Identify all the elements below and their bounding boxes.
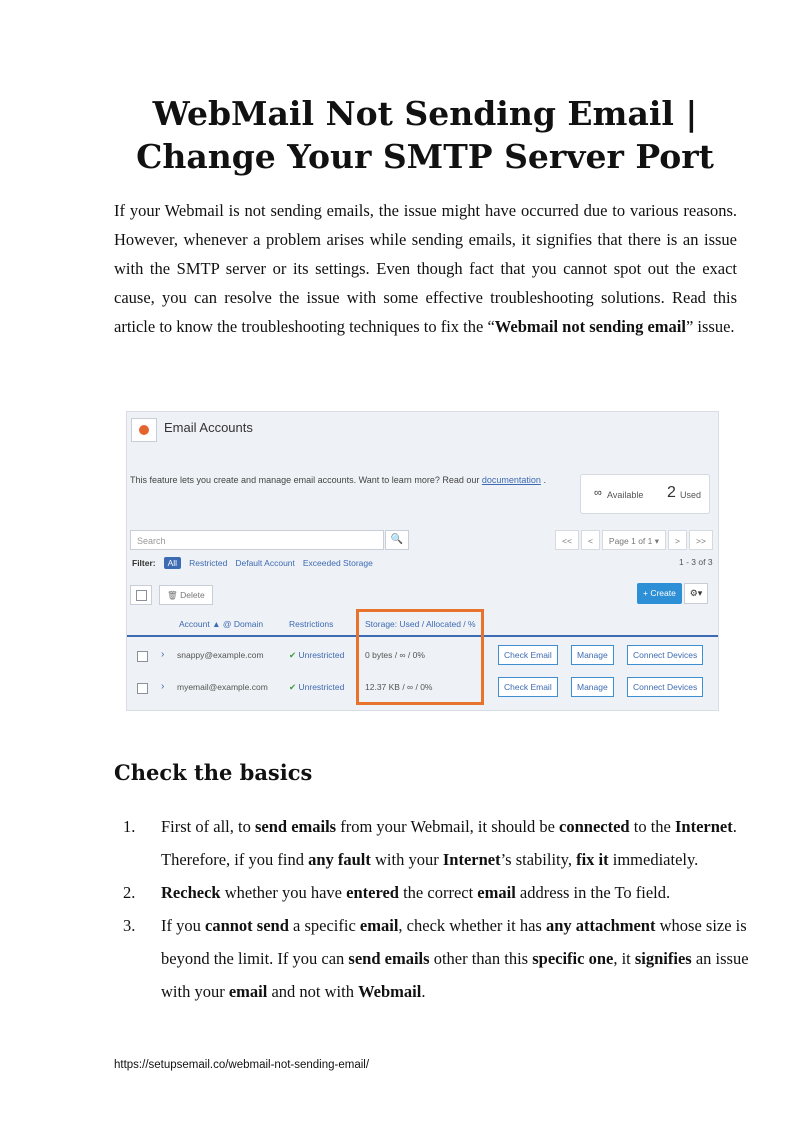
pager-last[interactable]: >> [689, 530, 713, 550]
search-input[interactable]: Search [130, 530, 384, 550]
list-item-text: a specific [288, 916, 360, 935]
gear-icon[interactable]: ⚙▾ [684, 583, 708, 604]
storage-highlight-box [356, 609, 484, 705]
select-all-checkbox[interactable] [130, 585, 152, 605]
list-item-text: Internet [442, 850, 501, 869]
column-account[interactable]: Account ▲ @ Domain [179, 619, 264, 629]
list-item-text: whether you have [220, 883, 347, 902]
list-item-text: an issue with your [161, 949, 749, 1001]
list-item-text: cannot send [205, 916, 289, 935]
list-item-text: whose size is beyond the limit. If you can [161, 916, 747, 968]
filter-default-account[interactable]: Default Account [235, 558, 295, 568]
pager-first[interactable]: << [555, 530, 579, 550]
list-item-text: entered [346, 883, 399, 902]
check-email-button[interactable]: Check Email [498, 677, 558, 697]
list-item-text: any fault [308, 850, 371, 869]
list-item-text: , check whether it has [398, 916, 546, 935]
search-icon[interactable]: 🔍 [385, 530, 409, 550]
filter-all[interactable]: All [164, 557, 181, 569]
chevron-right-icon[interactable]: › [161, 649, 165, 660]
row-checkbox[interactable] [137, 683, 148, 694]
list-item-text: connected [559, 817, 630, 836]
list-item-text: any attachment [545, 916, 656, 935]
intro-bold: Webmail not sending email [494, 317, 686, 336]
list-item-text: First of all, to [161, 817, 255, 836]
list-item-text: immediately. [608, 850, 699, 869]
list-item-text: signifies [634, 949, 692, 968]
list-item-text: Recheck [161, 883, 221, 902]
section-heading: Check the basics [114, 760, 313, 785]
filter-exceeded-storage[interactable]: Exceeded Storage [302, 558, 373, 568]
feature-description: This feature lets you create and manage email accounts. Want to learn more? Read our documentation . [130, 475, 546, 485]
list-item-text: other than this [429, 949, 533, 968]
filter-restricted[interactable]: Restricted [189, 558, 228, 568]
footer-url: https://setupsemail.co/webmail-not-sending-email/ [114, 1059, 370, 1071]
row-checkbox[interactable] [137, 651, 148, 662]
list-item-text: ’s stability, [500, 850, 577, 869]
list-item [114, 909, 754, 1008]
list-item-number: 3. [123, 916, 136, 935]
manage-button[interactable]: Manage [571, 677, 614, 697]
column-restrictions[interactable]: Restrictions [289, 619, 334, 629]
list-item-text: the correct [398, 883, 478, 902]
table-row: › snappy@example.com ✔ Unrestricted 0 bytes / ∞ / 0% Check Email Manage Connect Devices [127, 641, 718, 671]
list-item-text: from your Webmail, it should be [336, 817, 560, 836]
connect-devices-button[interactable]: Connect Devices [627, 677, 703, 697]
list-item-text: email [228, 982, 268, 1001]
list-item-text: . Therefore, if you find [161, 817, 737, 869]
intro-paragraph [114, 196, 737, 341]
delete-button[interactable]: 🗑 Delete [159, 585, 213, 605]
list-item-text: Internet [674, 817, 733, 836]
documentation-link[interactable]: documentation [481, 475, 541, 485]
pager-next[interactable]: > [668, 530, 687, 550]
list-item-text: with your [370, 850, 443, 869]
intro-end: ” issue. [685, 317, 735, 336]
pager-prev[interactable]: < [581, 530, 600, 550]
connect-devices-button[interactable]: Connect Devices [627, 645, 703, 665]
column-storage[interactable]: Storage: Used / Allocated / % [365, 619, 476, 629]
table-row: › myemail@example.com ✔ Unrestricted 12.37 KB / ∞ / 0% Check Email Manage Connect Devices [127, 673, 718, 703]
page-title: WebMail Not Sending Email | Change Your SMTP Server Port [136, 94, 714, 176]
list-item-text: send emails [348, 949, 430, 968]
check-email-button[interactable]: Check Email [498, 645, 558, 665]
screenshot-heading: Email Accounts [164, 420, 253, 435]
intro-text: If your Webmail is not sending emails, the issue might have occurred due to various reasons. However, whenever a problem arises while sending emails, it signifies that there is an issue with the SMTP server or its settings. Even though fact that you cannot spot out the exact cause, you can resolve the issue with some effective troubleshooting solutions. Read this article to know the troubleshooting techniques to fix the “ [114, 201, 737, 336]
steps-list [114, 810, 754, 1008]
list-item-text: specific one [532, 949, 614, 968]
list-item [114, 810, 754, 876]
list-item-text: address in the To field. [515, 883, 671, 902]
list-item-text: send emails [254, 817, 337, 836]
list-item [114, 876, 754, 909]
result-range: 1 - 3 of 3 [679, 557, 713, 567]
manage-button[interactable]: Manage [571, 645, 614, 665]
create-button[interactable]: + Create [637, 583, 682, 604]
infinity-icon: ∞ [594, 487, 602, 499]
list-item-text: to the [629, 817, 675, 836]
filter-bar: Filter: All Restricted Default Account Exceeded Storage [132, 558, 373, 568]
list-item-text: email [359, 916, 399, 935]
list-item-text: fix it [576, 850, 609, 869]
usage-summary: ∞ Available 2 Used [580, 474, 710, 514]
email-envelope-icon [131, 418, 157, 442]
pager-page-select[interactable]: Page 1 of 1 ▾ [602, 530, 666, 550]
email-accounts-screenshot [126, 411, 719, 711]
list-item-text: and not with [267, 982, 359, 1001]
list-item-text: Webmail [358, 982, 422, 1001]
list-item-text: email [477, 883, 516, 902]
used-count: 2 [667, 484, 676, 501]
list-item-number: 1. [123, 817, 136, 836]
list-item-text: If you [161, 916, 205, 935]
pagination [555, 530, 713, 550]
chevron-right-icon[interactable]: › [161, 681, 165, 692]
list-item-text: , it [613, 949, 635, 968]
list-item-text: . [421, 982, 426, 1001]
list-item-number: 2. [123, 883, 136, 902]
